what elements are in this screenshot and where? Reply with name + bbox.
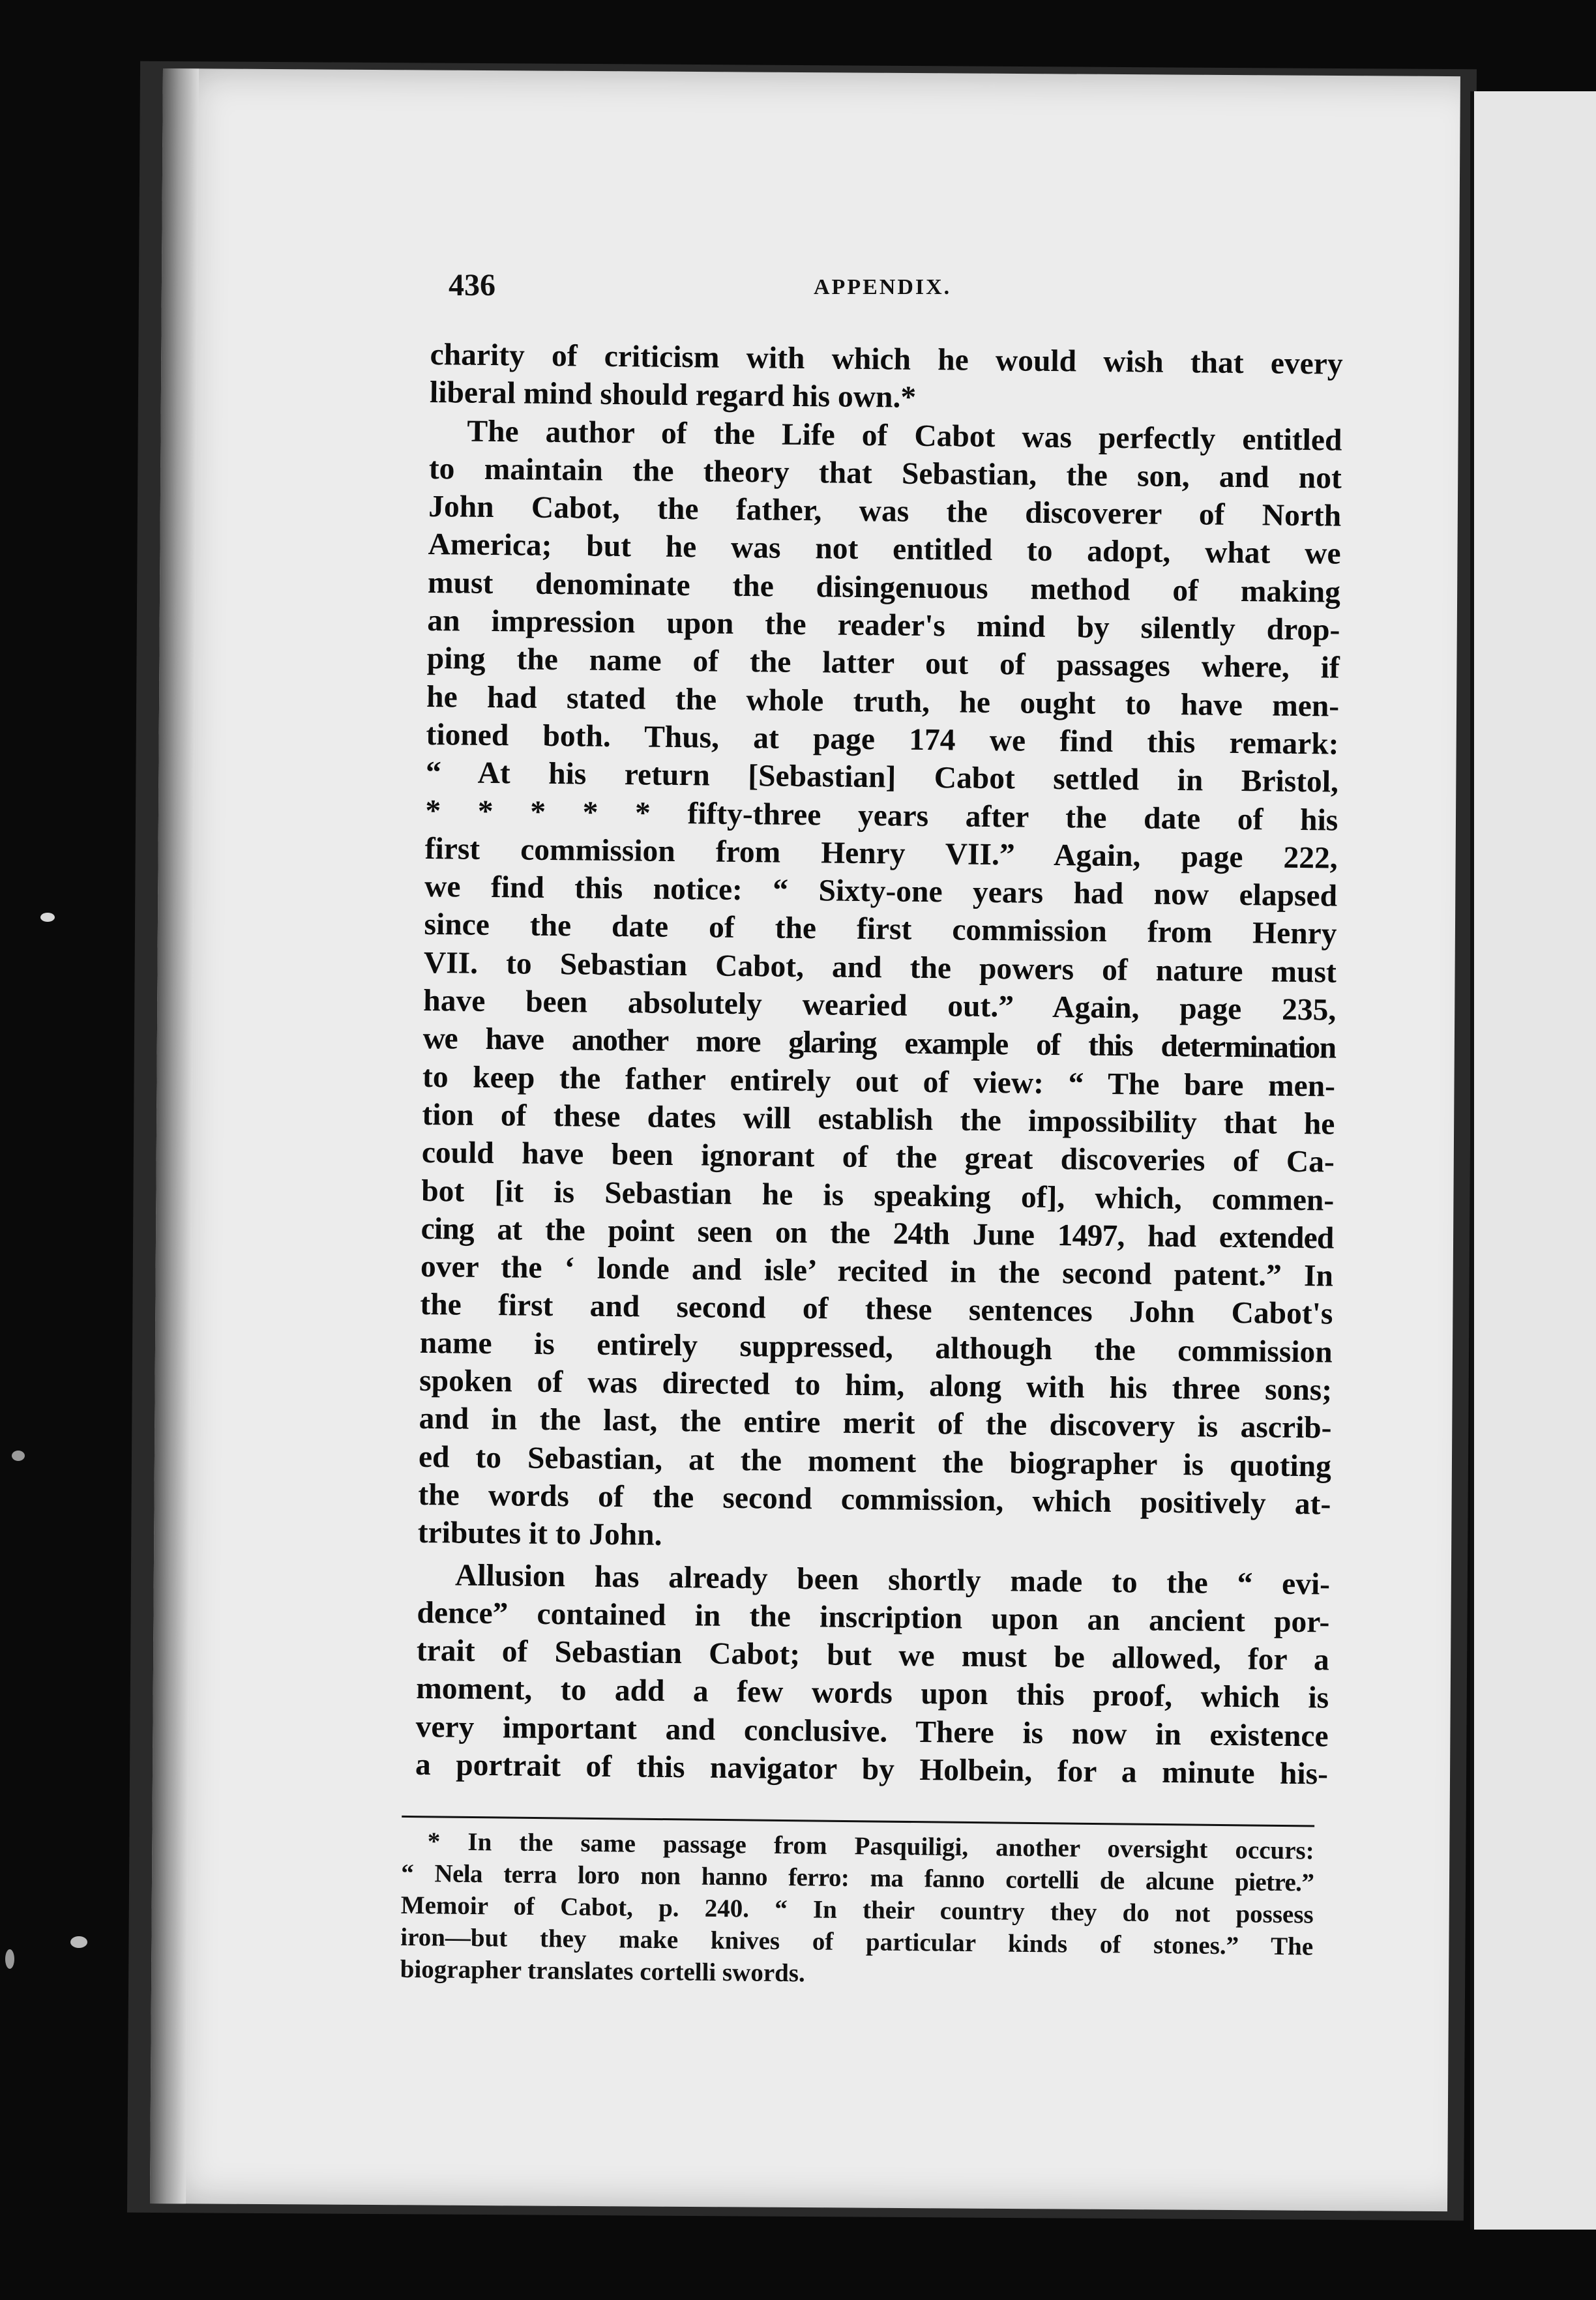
- text-line: ping the name of the latter out of passages where, if: [426, 641, 1340, 686]
- text-line: we find this notice: “ Sixty-one years had now elapsed: [424, 870, 1338, 913]
- text-line: The author of the Life of Cabot was perfectly entitled: [467, 414, 1342, 458]
- text-line: name is entirely suppressed, although the commission: [419, 1325, 1333, 1370]
- text-line: cing at the point seen on the 24th June 1497, had extended: [421, 1211, 1334, 1256]
- text-line: he had stated the whole truth, he ought to have men-: [426, 679, 1340, 724]
- text-line: over the ‘ londe and isle’ recited in the second patent.” In: [420, 1250, 1334, 1293]
- footnote-line: Memoir of Cabot, p. 240. “ In their country they do not possess: [400, 1891, 1314, 1929]
- text-line: the words of the second commission, which positively at-: [418, 1477, 1331, 1522]
- text-line: VII. to Sebastian Cabot, and the powers of nature must: [423, 945, 1337, 990]
- scan-speck: [40, 913, 55, 922]
- text-line: to maintain the theory that Sebastian, the son, and not: [428, 451, 1342, 495]
- footnote-line: biographer translates cortelli swords.: [400, 1954, 806, 1988]
- footnote-line: “ Nela terra loro non hanno ferro: ma fanno cortelli de alcune pietre.”: [401, 1859, 1314, 1897]
- facing-page-edge: [1470, 91, 1596, 2230]
- text-line: spoken of was directed to him, along with his three sons;: [419, 1363, 1333, 1408]
- text-line: to keep the father entirely out of view: “ The bare men-: [422, 1059, 1336, 1104]
- text-line: * * * * * fifty-three years after the date of his: [425, 793, 1338, 838]
- text-line: could have been ignorant of the great discoveries of Ca-: [421, 1136, 1335, 1179]
- text-line: Allusion has already been shortly made to the “ evi-: [454, 1558, 1331, 1602]
- text-line: tioned both. Thus, at page 174 we find this remark:: [426, 717, 1339, 761]
- text-line: liberal mind should regard his own.*: [429, 376, 917, 415]
- text-line: the first and second of these sentences John Cabot's: [420, 1288, 1333, 1331]
- text-line: an impression upon the reader's mind by silently drop-: [427, 604, 1340, 647]
- footnote-line: iron—but they make knives of particular kinds of stones.” The: [400, 1923, 1314, 1961]
- text-line: bot [it is Sebastian he is speaking of], which, commen-: [421, 1173, 1335, 1218]
- text-line: we have another more glaring example of this determination: [422, 1022, 1336, 1065]
- scan-speck: [5, 1949, 14, 1969]
- footnote-area: [396, 0, 1333, 2300]
- page-number: 436: [449, 268, 495, 302]
- text-line: trait of Sebastian Cabot; but we must be allowed, for a: [416, 1633, 1330, 1677]
- text-line: dence” contained in the inscription upon an ancient por-: [417, 1595, 1330, 1640]
- text-line: “ At his return [Sebastian] Cabot settled in Bristol,: [425, 756, 1339, 799]
- text-line: moment, to add a few words upon this proof, which is: [415, 1672, 1329, 1715]
- footnote: [400, 1825, 1314, 1995]
- text-line: have been absolutely wearied out.” Again, page 235,: [423, 983, 1337, 1027]
- footnote-line: * In the same passage from Pasquiligi, another oversight occurs:: [427, 1827, 1314, 1865]
- text-line: since the date of the first commission from Henry: [424, 907, 1337, 952]
- text-line: charity of criticism with which he would wish that every: [430, 337, 1343, 381]
- text-line: tion of these dates will establish the impossibility that he: [422, 1097, 1335, 1142]
- text-line: and in the last, the entire merit of the discovery is ascrib-: [419, 1402, 1332, 1445]
- running-head: APPENDIX.: [814, 275, 952, 299]
- text-line: tributes it to John.: [417, 1516, 662, 1553]
- text-line: first commission from Henry VII.” Again, page 222,: [424, 831, 1338, 876]
- footnote-rule: [402, 1816, 1314, 1827]
- scan-speck: [12, 1451, 25, 1461]
- text-line: a portrait of this navigator by Holbein, for a minute his-: [415, 1747, 1329, 1791]
- text-line: must denominate the disingenuous method of making: [427, 565, 1341, 610]
- scan-speck: [70, 1936, 87, 1948]
- text-line: very important and conclusive. There is now in existence: [415, 1709, 1329, 1754]
- text-line: America; but he was not entitled to adopt, what we: [428, 527, 1341, 572]
- text-line: ed to Sebastian, at the moment the biographer is quoting: [418, 1439, 1332, 1484]
- text-line: John Cabot, the father, was the discoverer of North: [428, 490, 1342, 533]
